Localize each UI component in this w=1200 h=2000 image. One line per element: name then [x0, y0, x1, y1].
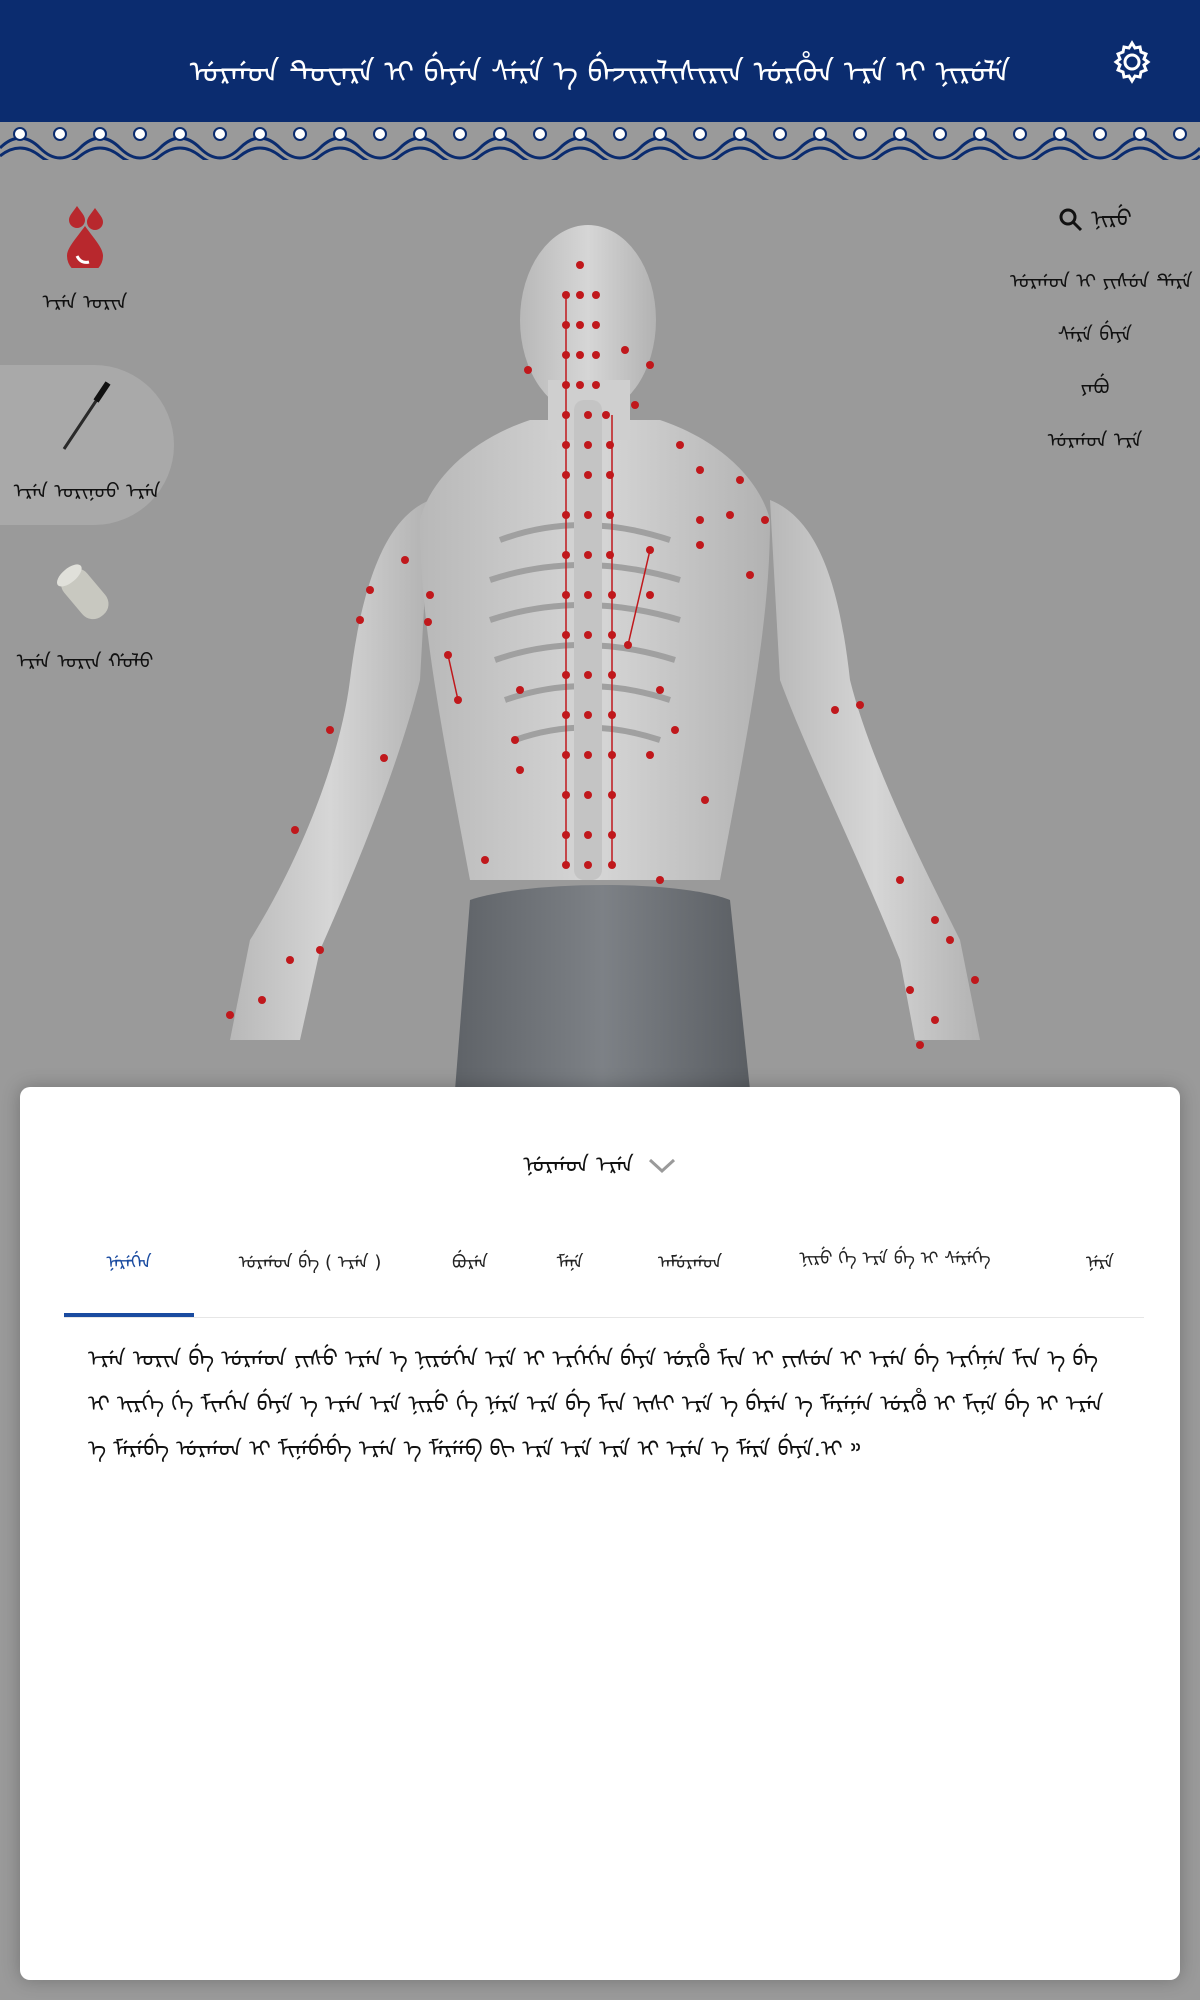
tab-5[interactable]: ᠠᠮᡠᡵᡤᠣᠨ	[657, 1252, 723, 1273]
tab-6[interactable]: ᠨᡳᡵᡠ ᡤᡝ ᡝᡵᡝ ᠪᡝ ᡳ ᠰᡝᡵᡝᡤᡝ	[799, 1248, 991, 1269]
menu-item-3[interactable]: ᠶᠠᠪᡠ	[1080, 375, 1110, 399]
right-menu	[1010, 195, 1193, 471]
tab-1[interactable]: ᠨᡝᡵᡝᡤᡝᠨ	[106, 1252, 152, 1273]
needle-icon	[52, 377, 122, 457]
chevron-down-icon[interactable]	[641, 1153, 677, 1178]
app-header	[0, 0, 1200, 122]
gear-icon[interactable]	[1110, 40, 1154, 84]
tool-label: ᡝᠷᡝᠨ ᠣᡵᡳᠨ ᡤᠣᠯᠣ	[16, 649, 154, 673]
panel-title: ᠨᡠᡵᡤᠣᠨ ᡝᠷᡝᠨ	[523, 1153, 634, 1178]
menu-item-2[interactable]: ᠰᡝᡵᡝ ᠪᡝᠶᡝ	[1057, 322, 1133, 346]
description-text: ᡝᠷᡝᠨ ᠣᡵᡳᠨ ᠪᡝ ᡠᡵᡤᠣᠨ ᠶᡳᠰᡠ ᡝᡵᡝᠨ ᡝ ᠨᡳᡵᡠᡤᡝᠨ ᡝᡵᡝ ᡳ ᡝᡵᡤᡝᡤᡝᠨ ᠪᡝᠶᡝ ᡠᡵᡥᡠ ᠮᡳᠨ ᡳ ᠶᡳᠰᡠᠨ ᡳ ᡝᡵᡝᠨ ᠪᡝ ᡝᡵᡤᡝᠨᡝᠨ ᠮᡳᠨ ᡝ ᠪᡝ ᡳ ᡳᡵᡤᡝ ᡤᡝ ᠮᡳᠨᡤᡝᠨ ᠪᡝᠶᡝ ᡝ ᡝᠷᡝᠨ ᡝᠷᡝ ᠨᡳᡵᡠ ᡤᡝ ᠨᡝᡵᡝ ᡝᡵᡝ ᠪᡝ ᠮᡳᠨ ᡳᠰᡳ ᡝᡵᡝ ᡝ ᠪᡝᡵᡝᠨ ᡝ ᠮᡝᡵᡝᠨᡝᠨ ᡠᡵᡥᡠ ᡳ ᠮᡳᠨᡝ ᠪᡝ ᡳ ᡝᠷᡝᠨ ᡝ ᠮᡝᡵᡝᠪᡝ ᡠᡵᡤᠣᠨ ᡳ ᠮᡳᠨᡝᠪᡝᠪᡝ ᡝᠷᡝᠨ ᡝ ᠮᡝᡵᡝᡝᠪ ᠪᡳ ᡝᠷᡝ ᡝᡵᡝ ᡝᡵᡝ ᡳ ᡝᡵᡝᠨ ᡝ ᠮᡝᡵᡝ ᠪᡝᠶᡝ.ᡳ ᠉	[88, 1347, 1104, 1462]
menu-item-4[interactable]: ᡠᠷᡤᠣᠨ ᡝᠷᡝ	[1047, 428, 1143, 452]
search-icon	[1058, 207, 1091, 232]
menu-item-1[interactable]: ᡠᡵᡤᠣᠨ ᡳ ᠶᡳᠰᡠᠨ ᡩᡝᡵᡝ	[1010, 269, 1193, 293]
tool-acupuncture[interactable]	[0, 365, 174, 525]
moxa-stick-icon	[50, 555, 120, 627]
tool-label: ᡝᠷᡝᠨ ᠣᡵᡳᠨ	[42, 290, 128, 314]
ornamental-band	[0, 118, 1200, 162]
page-title: ᡠᡵᡤᠣᠨ ᡨᡠᠸᠠᡵᡝ ᡳ ᠪᡝᠶᡝᠨ ᠰᡝᡵᡝ ᡝ ᠪᡝᠵᡳᡵᡳᠯᡳᠰᡳᡵᡳᠨ ᡠᡵᡥᡠᠨ ᡝᡵᡝ ᡳ ᠨᡳᡵᡠᠯᡝ	[189, 55, 1011, 90]
tab-divider	[64, 1317, 1144, 1318]
tab-2[interactable]: ᡠᠷᡤᠣᠨ ᠪᡝ ( ᡝᠷᡝᠨ )	[238, 1252, 382, 1273]
tab-7[interactable]: ᠨᡝᡵᡝ	[1085, 1252, 1115, 1273]
tool-moxibustion[interactable]	[0, 555, 170, 674]
tab-bar	[20, 1237, 1180, 1307]
blood-drops-icon	[55, 202, 115, 268]
tool-label: ᡝᠷᡝᠨ ᠣᡵᡳᠨᠣᠣ ᡝᠷᡝᠨ	[13, 479, 161, 503]
tool-bloodletting[interactable]	[0, 202, 170, 315]
tab-4[interactable]: ᠮᡝᠨᡝ	[556, 1252, 584, 1273]
panel-header[interactable]	[20, 1141, 1180, 1179]
search-label: ᠨᡳᡵᡠ	[1091, 207, 1132, 232]
tab-3[interactable]: ᠪᡠᡵᡝᠨ	[451, 1252, 489, 1273]
search-button[interactable]	[1010, 195, 1180, 233]
info-panel	[20, 1087, 1180, 1980]
model-viewport[interactable]	[0, 160, 1200, 1090]
